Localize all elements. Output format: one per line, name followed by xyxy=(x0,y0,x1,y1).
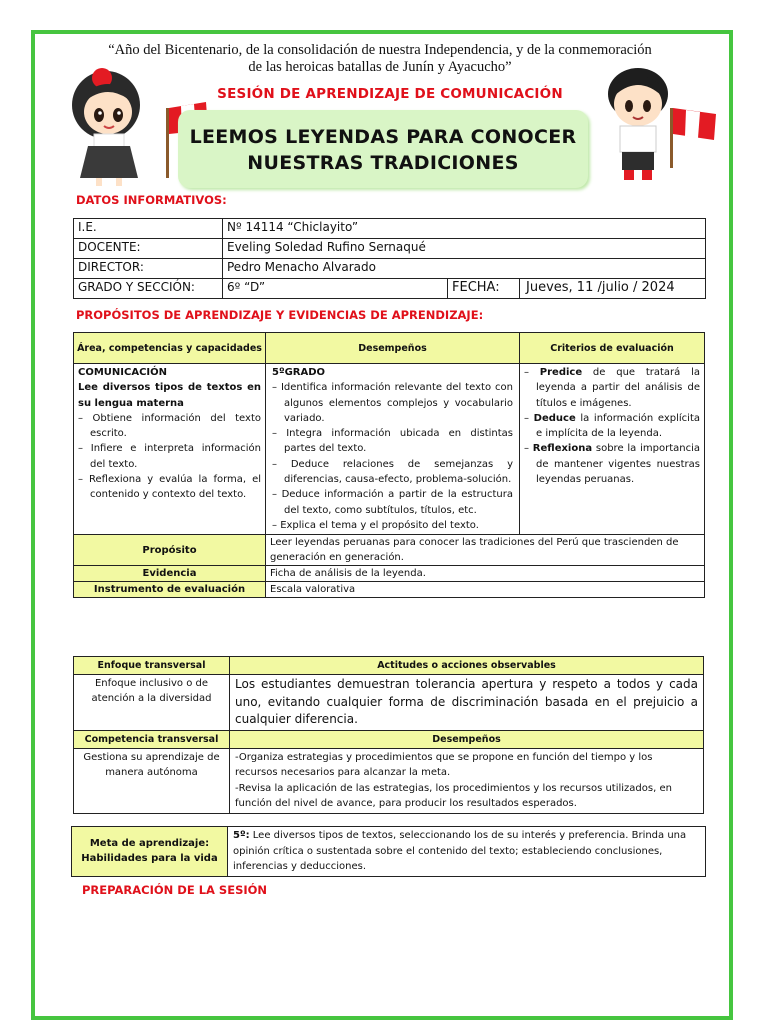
desempeno-text: Integra información ubicada en distintas partes del texto. xyxy=(284,428,513,455)
capacidad-text: Obtiene información del texto escrito. xyxy=(90,412,261,440)
criterio-text: sobre la importancia de mantener vigentes nuestras leyendas peruanas. xyxy=(536,443,700,486)
datos-table xyxy=(73,218,706,299)
desempenos-cell xyxy=(266,364,520,535)
list-item: – Reflexiona sobre la importancia de mantener vigentes nuestras leyendas peruanas. xyxy=(524,443,700,486)
desempeno-text: Identifica información relevante del texto con algunos elementos complejos y vocabulario variado. xyxy=(280,382,513,424)
evidencia-value: Ficha de análisis de la leyenda. xyxy=(266,566,705,582)
preparacion-heading: PREPARACIÓN DE LA SESIÓN xyxy=(82,883,268,897)
desempenos-list xyxy=(272,380,513,533)
meta-text: Lee diversos tipos de textos, seleccionando los de su interés y preferencia. Brinda una opinión crítica o sustentada sobre el contenido del texto; estableciendo conclusiones, inferencias y deducciones. xyxy=(233,830,687,872)
table-row xyxy=(74,582,705,598)
actitudes-value: Los estudiantes demuestran tolerancia apertura y respeto a todos y cada uno, evitando cualquier forma de discriminación basada en el prejuicio a cualquier diferencia. xyxy=(230,675,704,731)
actitudes-header: Actitudes o acciones observables xyxy=(230,657,704,675)
table-row xyxy=(74,535,705,566)
meta-label: Meta de aprendizaje: Habilidades para la vida xyxy=(72,827,228,877)
table-row xyxy=(72,827,706,877)
criterios-cell xyxy=(520,364,705,535)
instrumento-label: Instrumento de evaluación xyxy=(74,582,266,598)
list-item: – Predice de que tratará la leyenda a partir del análisis de títulos e imágenes. xyxy=(524,367,700,409)
table-row xyxy=(74,566,705,582)
transversal-table xyxy=(73,656,704,814)
list-item: – Deduce información a partir de la estructura del texto, como subtítulos, títulos, etc. xyxy=(272,489,513,516)
evidencia-label: Evidencia xyxy=(74,566,266,582)
table-row xyxy=(74,730,704,748)
desempeno-transversal-2: -Revisa la aplicación de las estrategias, los procedimientos y los recursos utilizados, en función del nivel de avance, para producir los resultados esperados. xyxy=(235,782,672,809)
criterio-keyword: Reflexiona xyxy=(532,443,593,455)
col-desempenos-header: Desempeños xyxy=(266,333,520,364)
grado-value: 6º “D” xyxy=(223,279,448,299)
table-row xyxy=(74,279,706,299)
ie-value: Nº 14114 “Chiclayito” xyxy=(223,219,706,239)
meta-table xyxy=(71,826,706,877)
table-row xyxy=(74,748,704,813)
desempenos-transversal-header: Desempeños xyxy=(230,730,704,748)
list-item: – Obtiene información del texto escrito. xyxy=(78,412,261,440)
propositos-table xyxy=(73,332,705,598)
criterio-keyword: Deduce xyxy=(533,412,576,424)
table-row xyxy=(74,364,705,535)
title-box xyxy=(178,110,588,188)
quote-line-1: “Año del Bicentenario, de la consolidación de nuestra Independencia, y de la conmemoración xyxy=(108,42,652,58)
list-item: – Explica el tema y el propósito del texto. xyxy=(272,519,479,531)
instrumento-value: Escala valorativa xyxy=(266,582,705,598)
criterio-text: de que tratará la leyenda a partir del análisis de títulos e imágenes. xyxy=(536,367,700,409)
criterios-list xyxy=(524,365,700,487)
desempeno-text: Deduce relaciones de semejanzas y diferencias, causa-efecto, problema-solución. xyxy=(284,458,513,486)
quote-line-2: de las heroicas batallas de Junín y Ayacucho” xyxy=(248,59,512,75)
list-item: – Reflexiona y evalúa la forma, el contenido y contexto del texto. xyxy=(78,474,261,501)
list-item: – Integra información ubicada en distintas partes del texto. xyxy=(272,428,513,455)
capacidad-text: Infiere e interpreta información del texto. xyxy=(90,443,261,470)
list-item: – Infiere e interpreta información del texto. xyxy=(78,443,261,470)
competencia-value: Gestiona su aprendizaje de manera autónoma xyxy=(74,748,230,813)
capacidad-text: Reflexiona y evalúa la forma, el contenido y contexto del texto. xyxy=(89,474,261,501)
propositos-heading: PROPÓSITOS DE APRENDIZAJE Y EVIDENCIAS DE APRENDIZAJE: xyxy=(76,308,484,322)
table-row xyxy=(74,259,706,279)
col-area-header: Área, competencias y capacidades xyxy=(74,333,266,364)
capacidades-list xyxy=(78,411,261,503)
list-item: – Identifica información relevante del texto con algunos elementos complejos y vocabulario variado. xyxy=(272,382,513,424)
title-line-2: NUESTRAS TRADICIONES xyxy=(247,152,519,174)
meta-cell xyxy=(228,827,706,877)
grado-tag: 5ºGRADO xyxy=(272,367,326,378)
bicentenary-quote xyxy=(80,42,680,76)
list-item: – Deduce relaciones de semejanzas y diferencias, causa-efecto, problema-solución. xyxy=(272,458,513,486)
area-title: COMUNICACIÓN xyxy=(78,367,168,378)
table-row xyxy=(74,219,706,239)
desempeno-text: Deduce información a partir de la estructura del texto, como subtítulos, títulos, etc. xyxy=(281,489,513,516)
criterio-keyword: Predice xyxy=(539,367,583,378)
table-row xyxy=(74,239,706,259)
competencia-header: Competencia transversal xyxy=(74,730,230,748)
table-row xyxy=(74,657,704,675)
ie-label: I.E. xyxy=(74,219,223,239)
datos-heading: DATOS INFORMATIVOS: xyxy=(76,193,227,207)
grado-label: GRADO Y SECCIÓN: xyxy=(74,279,223,299)
proposito-label: Propósito xyxy=(74,535,266,566)
boy-with-flag-illustration xyxy=(598,64,728,186)
table-row xyxy=(74,333,705,364)
desempeno-transversal-1: -Organiza estrategias y procedimientos que se propone en función del tiempo y los recursos necesarios para alcanzar la meta. xyxy=(235,751,653,778)
meta-grade: 5º: xyxy=(233,830,250,841)
criterio-text: la información explícita e implícita de la leyenda. xyxy=(536,412,700,440)
docente-label: DOCENTE: xyxy=(74,239,223,259)
col-criterios-header: Criterios de evaluación xyxy=(520,333,705,364)
director-value: Pedro Menacho Alvarado xyxy=(223,259,706,279)
director-label: DIRECTOR: xyxy=(74,259,223,279)
docente-value: Eveling Soledad Rufino Sernaqué xyxy=(223,239,706,259)
area-cell xyxy=(74,364,266,535)
proposito-value: Leer leyendas peruanas para conocer las tradiciones del Perú que trascienden de generación en generación. xyxy=(266,535,705,566)
title-line-1: LEEMOS LEYENDAS PARA CONOCER xyxy=(189,126,577,148)
enfoque-header: Enfoque transversal xyxy=(74,657,230,675)
fecha-label: FECHA: xyxy=(448,279,520,299)
desempeno-text: Explica el tema y el propósito del texto. xyxy=(280,519,479,531)
fecha-value: Jueves, 11 /julio / 2024 xyxy=(520,279,706,299)
enfoque-value: Enfoque inclusivo o de atención a la diversidad xyxy=(74,675,230,731)
desempenos-transversal-cell xyxy=(230,748,704,813)
area-competencia: Lee diversos tipos de textos en su lengua materna xyxy=(78,382,261,409)
table-row xyxy=(74,675,704,731)
list-item: – Deduce la información explícita e implícita de la leyenda. xyxy=(524,412,700,440)
session-heading: SESIÓN DE APRENDIZAJE DE COMUNICACIÓN xyxy=(217,86,563,102)
